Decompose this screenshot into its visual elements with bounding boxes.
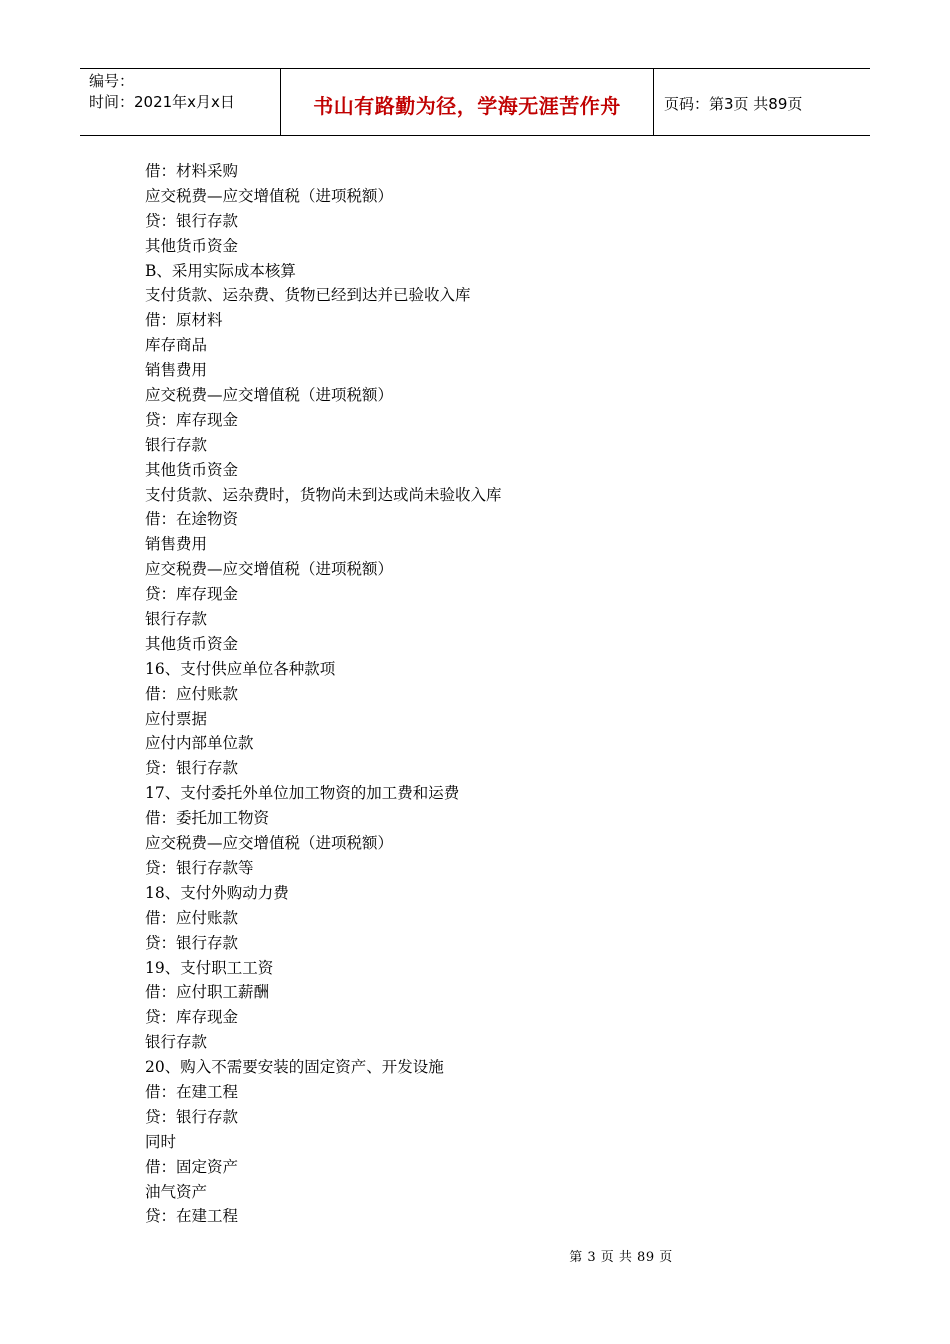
text-line: 支付货款、运杂费时，货物尚未到达或尚未验收入库: [145, 485, 502, 504]
header-page-number: 页码：第3页 共89页: [664, 94, 803, 113]
text-line: 应交税费—应交增值税（进项税额）: [145, 560, 394, 579]
text-line: 贷：银行存款: [145, 211, 239, 230]
text-line: 借：在建工程: [145, 1082, 239, 1101]
text-line: 贷：银行存款等: [145, 858, 254, 877]
text-line: 借：委托加工物资: [145, 809, 270, 828]
date-label: 时间：2021年x月x日: [89, 93, 235, 111]
page-footer: [0, 1246, 950, 1265]
header-slogan: 书山有路勤为径，学海无涯苦作舟: [281, 69, 654, 135]
serial-number-label: 编号：: [89, 72, 135, 90]
document-body: [145, 159, 845, 1229]
text-line: 借：在途物资: [145, 510, 239, 529]
text-line: 其他货币资金: [145, 460, 239, 479]
text-line: 应付票据: [145, 709, 208, 728]
text-line: 17、支付委托外单位加工物资的加工费和运费: [145, 784, 460, 803]
text-line: 同时: [145, 1132, 177, 1151]
text-line: 应付内部单位款: [145, 734, 254, 753]
text-line: 银行存款: [145, 610, 208, 629]
text-line: 借：应付账款: [145, 684, 239, 703]
text-line: 贷：库存现金: [145, 1008, 239, 1027]
text-line: 贷：库存现金: [145, 585, 239, 604]
text-line: 应交税费—应交增值税（进项税额）: [145, 386, 394, 405]
text-line: 其他货币资金: [145, 634, 239, 653]
text-line: 借：原材料: [145, 311, 223, 330]
page-header: [80, 68, 870, 136]
text-line: 19、支付职工工资: [145, 958, 274, 977]
text-line: 银行存款: [145, 435, 208, 454]
text-line: 贷：银行存款: [145, 933, 239, 952]
text-line: 18、支付外购动力费: [145, 883, 289, 902]
text-line: B、采用实际成本核算: [145, 261, 296, 280]
text-line: 贷：在建工程: [145, 1207, 239, 1226]
text-line: 库存商品: [145, 336, 208, 355]
text-line: 借：材料采购: [145, 162, 239, 180]
text-line: 其他货币资金: [145, 236, 239, 255]
text-line: 银行存款: [145, 1033, 208, 1052]
text-line: 销售费用: [145, 535, 208, 554]
footer-page-number: 第 3 页 共 89 页: [569, 1250, 673, 1265]
text-line: 借：应付账款: [145, 908, 239, 927]
text-line: 应交税费—应交增值税（进项税额）: [145, 834, 394, 853]
text-line: 贷：银行存款: [145, 1107, 239, 1126]
text-line: 借：应付职工薪酬: [145, 983, 270, 1002]
text-line: 贷：库存现金: [145, 410, 239, 429]
text-line: 应交税费—应交增值税（进项税额）: [145, 186, 394, 205]
text-line: 贷：银行存款: [145, 759, 239, 778]
text-line: 销售费用: [145, 361, 208, 380]
text-line: 16、支付供应单位各种款项: [145, 659, 336, 678]
text-line: 支付货款、运杂费、货物已经到达并已验收入库: [145, 286, 471, 305]
text-line: 20、购入不需要安装的固定资产、开发设施: [145, 1058, 444, 1077]
header-meta: [80, 69, 281, 135]
text-line: 油气资产: [145, 1182, 208, 1201]
text-line: 借：固定资产: [145, 1157, 239, 1176]
